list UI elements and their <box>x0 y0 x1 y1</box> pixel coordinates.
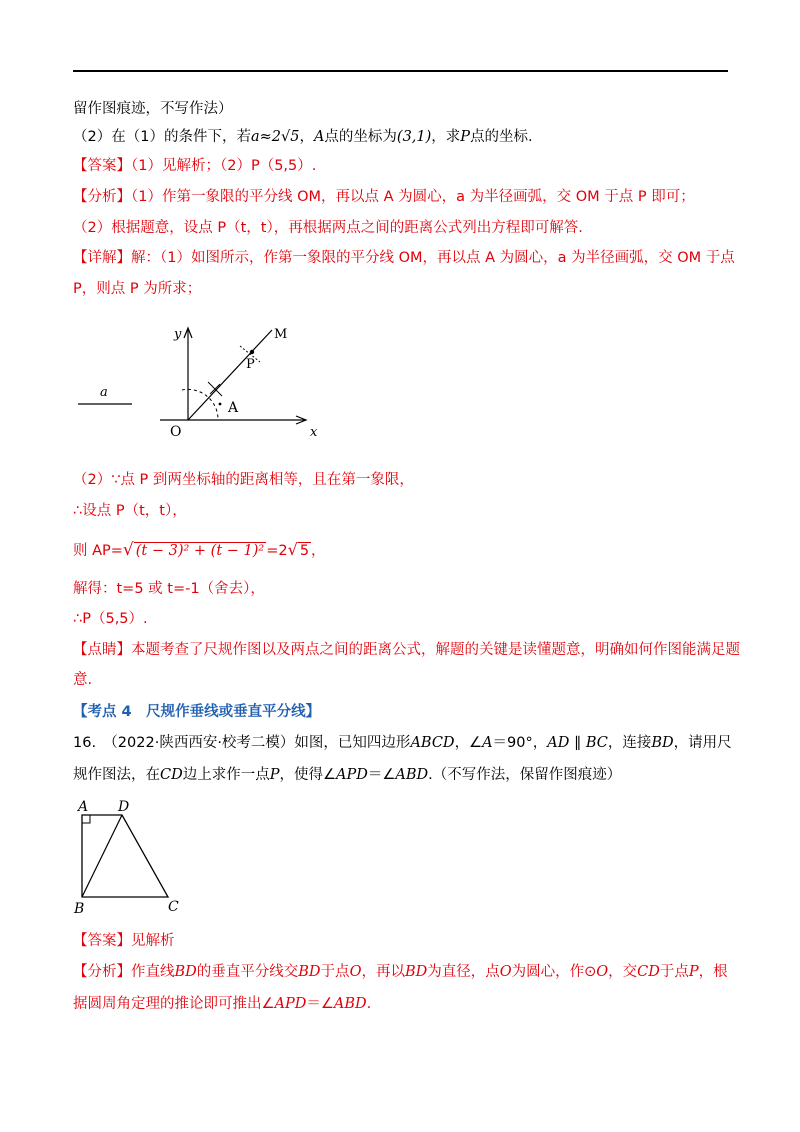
label-a: A <box>78 799 89 815</box>
text: ，使得∠ <box>279 767 336 783</box>
text: ∴设点 P（t，t）， <box>73 503 187 519</box>
text: 【详解】解：（1）如图所示，作第一象限的平分线 OM，再以点 A 为圆心，a 为半径画弧，交 OM 于点 <box>73 250 735 266</box>
text: ，连接 <box>607 735 652 751</box>
step-line <box>73 579 733 599</box>
text: 【分析】作直线 <box>73 964 175 980</box>
math: CD <box>637 964 660 980</box>
question-16 <box>73 733 733 753</box>
right-angle-mark <box>82 815 90 823</box>
section-heading <box>73 702 733 722</box>
text: ，求 <box>431 129 461 145</box>
analysis-line <box>73 187 733 207</box>
text: .（不写作法，保留作图痕迹） <box>428 767 622 783</box>
analysis-line <box>73 994 733 1014</box>
text: 于点 <box>320 964 350 980</box>
quadrilateral-abcd <box>82 815 168 897</box>
math: AD <box>547 735 570 751</box>
text: 【分析】（1）作第一象限的平分线 OM，再以点 A 为圆心，a 为半径画弧，交 OM 于点 P 即可； <box>73 189 695 205</box>
text: ＝∠ <box>367 767 396 783</box>
text: ， <box>311 543 326 559</box>
text: 据圆周角定理的推论即可推出∠ <box>73 996 275 1012</box>
radical-sign: √ <box>122 540 134 560</box>
text: 【点睛】本题考查了尺规作图以及两点之间的距离公式，解题的关键是读懂题意，明确如何作图能满足题 <box>73 642 740 658</box>
step-line <box>73 501 733 521</box>
text: 规作图法，在 <box>73 767 160 783</box>
label-b: B <box>74 901 85 917</box>
text: . <box>366 996 372 1012</box>
math: 5 <box>299 543 310 559</box>
math: ABD <box>395 767 429 783</box>
math: BD <box>404 964 428 980</box>
text: ，交 <box>608 964 638 980</box>
arc-mark <box>208 382 222 396</box>
math: ABCD <box>410 735 455 751</box>
comment-line <box>73 640 740 660</box>
text: =2 <box>266 543 288 559</box>
answer-line <box>73 931 733 951</box>
math: O <box>499 964 512 980</box>
text: 的垂直平分线交 <box>196 964 299 980</box>
label-y: y <box>174 327 182 342</box>
step-line <box>73 540 733 561</box>
detail-line <box>73 248 733 268</box>
text: 则 AP= <box>73 543 123 559</box>
math: (t − 3)² + (t − 1)² <box>135 543 265 559</box>
math: APD <box>274 996 307 1012</box>
question-16 <box>73 765 733 785</box>
text: 【考点 4 尺规作垂线或垂直平分线】 <box>73 704 321 720</box>
text: 点的坐标. <box>470 129 533 145</box>
text: 意. <box>73 672 93 688</box>
text: 【答案】（1）见解析；（2）P（5,5）. <box>73 158 317 174</box>
label-a-point: A <box>228 400 239 416</box>
label-d: D <box>118 799 130 815</box>
label-c: C <box>168 899 179 915</box>
step-line <box>73 609 733 629</box>
text: （2）∵点 P 到两坐标轴的距离相等，且在第一象限， <box>73 472 414 488</box>
math: BD <box>298 964 321 980</box>
diagonal-bd <box>82 815 122 897</box>
label-a: a <box>100 385 108 400</box>
text: 点的坐标为 <box>324 129 397 145</box>
math: BD <box>174 964 197 980</box>
math: P <box>688 964 699 980</box>
text: 边上求作一点 <box>182 767 270 783</box>
text: ，根 <box>698 964 728 980</box>
text: 于点 <box>659 964 689 980</box>
math: (3,1) <box>396 129 432 145</box>
label-x: x <box>310 425 318 440</box>
math: P <box>269 767 280 783</box>
text: ＝∠ <box>306 996 334 1012</box>
text: P，则点 P 为所求； <box>73 281 202 297</box>
quadrilateral-figure <box>70 795 200 920</box>
analysis-line <box>73 218 733 238</box>
label-p: P <box>246 357 255 372</box>
point-p <box>250 350 254 354</box>
text: 留作图痕迹，不写作法） <box>73 101 233 117</box>
math: BC <box>585 735 608 751</box>
radical-sign: √ <box>287 540 298 559</box>
text: ，请用尺 <box>673 735 732 751</box>
text: （2）在（1）的条件下，若 <box>73 129 251 145</box>
text: ∥ <box>569 735 586 751</box>
text: 为直径，点 <box>427 964 500 980</box>
answer-line <box>73 156 733 176</box>
math: A <box>313 129 325 145</box>
math: O <box>596 964 609 980</box>
comment-line <box>73 670 733 690</box>
analysis-line <box>73 962 733 982</box>
step-line <box>73 470 733 490</box>
text: 16. （2022·陕西西安·校考二模）如图，已知四边形 <box>73 735 411 751</box>
math: BD <box>651 735 674 751</box>
label-m: M <box>274 327 288 342</box>
construction-figure-1 <box>70 318 330 448</box>
label-o: O <box>170 424 182 440</box>
math: CD <box>160 767 183 783</box>
text-line <box>73 99 733 119</box>
text: 【答案】见解析 <box>73 933 175 949</box>
math: O <box>349 964 362 980</box>
math: APD <box>336 767 368 783</box>
detail-line <box>73 279 733 299</box>
text: ，再以 <box>361 964 405 980</box>
text: ∴P（5,5）. <box>73 611 148 627</box>
math: A <box>482 735 493 751</box>
text: 为圆心，作⊙ <box>511 964 597 980</box>
text: （2）根据题意，设点 P（t，t），再根据两点之间的距离公式列出方程即可解答. <box>73 220 583 236</box>
text: ，∠ <box>454 735 483 751</box>
math: P <box>460 129 471 145</box>
text: ， <box>299 129 314 145</box>
math: ABD <box>333 996 367 1012</box>
question-part2 <box>73 127 733 147</box>
header-rule <box>73 70 728 72</box>
text: ＝90°， <box>492 735 548 751</box>
point-a <box>219 403 222 406</box>
math: a≈2√5 <box>250 129 300 145</box>
text: 解得：t=5 或 t=-1（舍去）， <box>73 581 265 597</box>
